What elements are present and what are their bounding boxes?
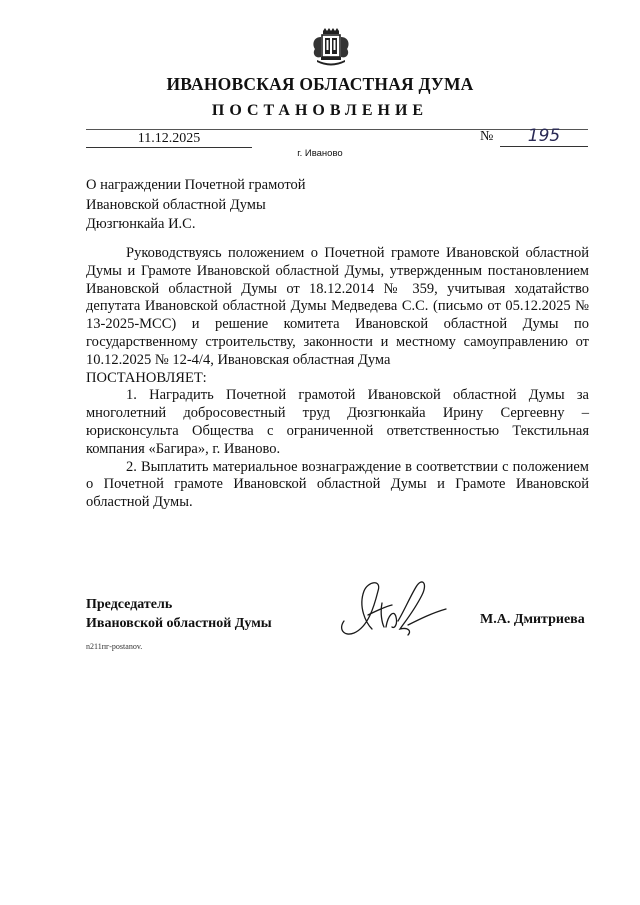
preamble-paragraph: Руководствуясь положением о Почетной грамоте Ивановской областной Думы и Грамоте Ивановской областной Думы, утвержденным постановлением Ивановской областной Думы от 18.12.2014 № 359, учитывая ходатайство депутата Ивановской областной Думы Медведева С.С. (письмо от 05.12.2025 № 13-2025-МСС) и решение комитета Ивановской областной Думы по государственному строительству, законности и местному самоуправлению от 10.12.2025 № 12-4/4, Ивановская областная Дума (86, 245, 589, 368)
resolves-word: ПОСТАНОВЛЯЕТ: (86, 369, 207, 386)
document-body (86, 245, 589, 512)
signatory-title-line1: Председатель (86, 597, 173, 612)
date-value: 11.12.2025 (137, 131, 201, 146)
subject-line: О награждении Почетной грамотой (86, 177, 306, 193)
city-line: г. Иваново (297, 148, 343, 159)
subject-line: Дюзгюнкайа И.С. (86, 216, 196, 232)
document-type-title: ПОСТАНОВЛЕНИЕ (211, 102, 429, 119)
file-code: n211пг-postanov. (86, 642, 143, 651)
organization-name: ИВАНОВСКАЯ ОБЛАСТНАЯ ДУМА (166, 74, 474, 94)
number-label: № (480, 129, 494, 144)
document-date (86, 131, 252, 148)
coat-of-arms-icon (309, 27, 353, 67)
handwritten-signature-icon (338, 577, 448, 639)
resolution-item-1: 1. Наградить Почетной грамотой Ивановской областной Думы за многолетний добросовестный труд Дюзгюнкайа Ирину Сергеевну – юрисконсульта Общества с ограниченной ответственностью Текстильная компания «Багира», г. Иваново. (86, 387, 589, 457)
document-subject (86, 176, 306, 235)
document-number (500, 127, 588, 147)
signatory-title (86, 595, 272, 633)
resolution-item-2: 2. Выплатить материальное вознаграждение в соответствии с положением о Почетной грамоте Ивановской областной Думы и Грамоте Ивановской областной Думы. (86, 458, 589, 511)
signatory-name: М.А. Дмитриева (480, 612, 585, 627)
subject-line: Ивановской областной Думы (86, 196, 266, 213)
number-value: 195 (527, 126, 561, 146)
signatory-title-line2: Ивановской областной Думы (86, 616, 272, 631)
